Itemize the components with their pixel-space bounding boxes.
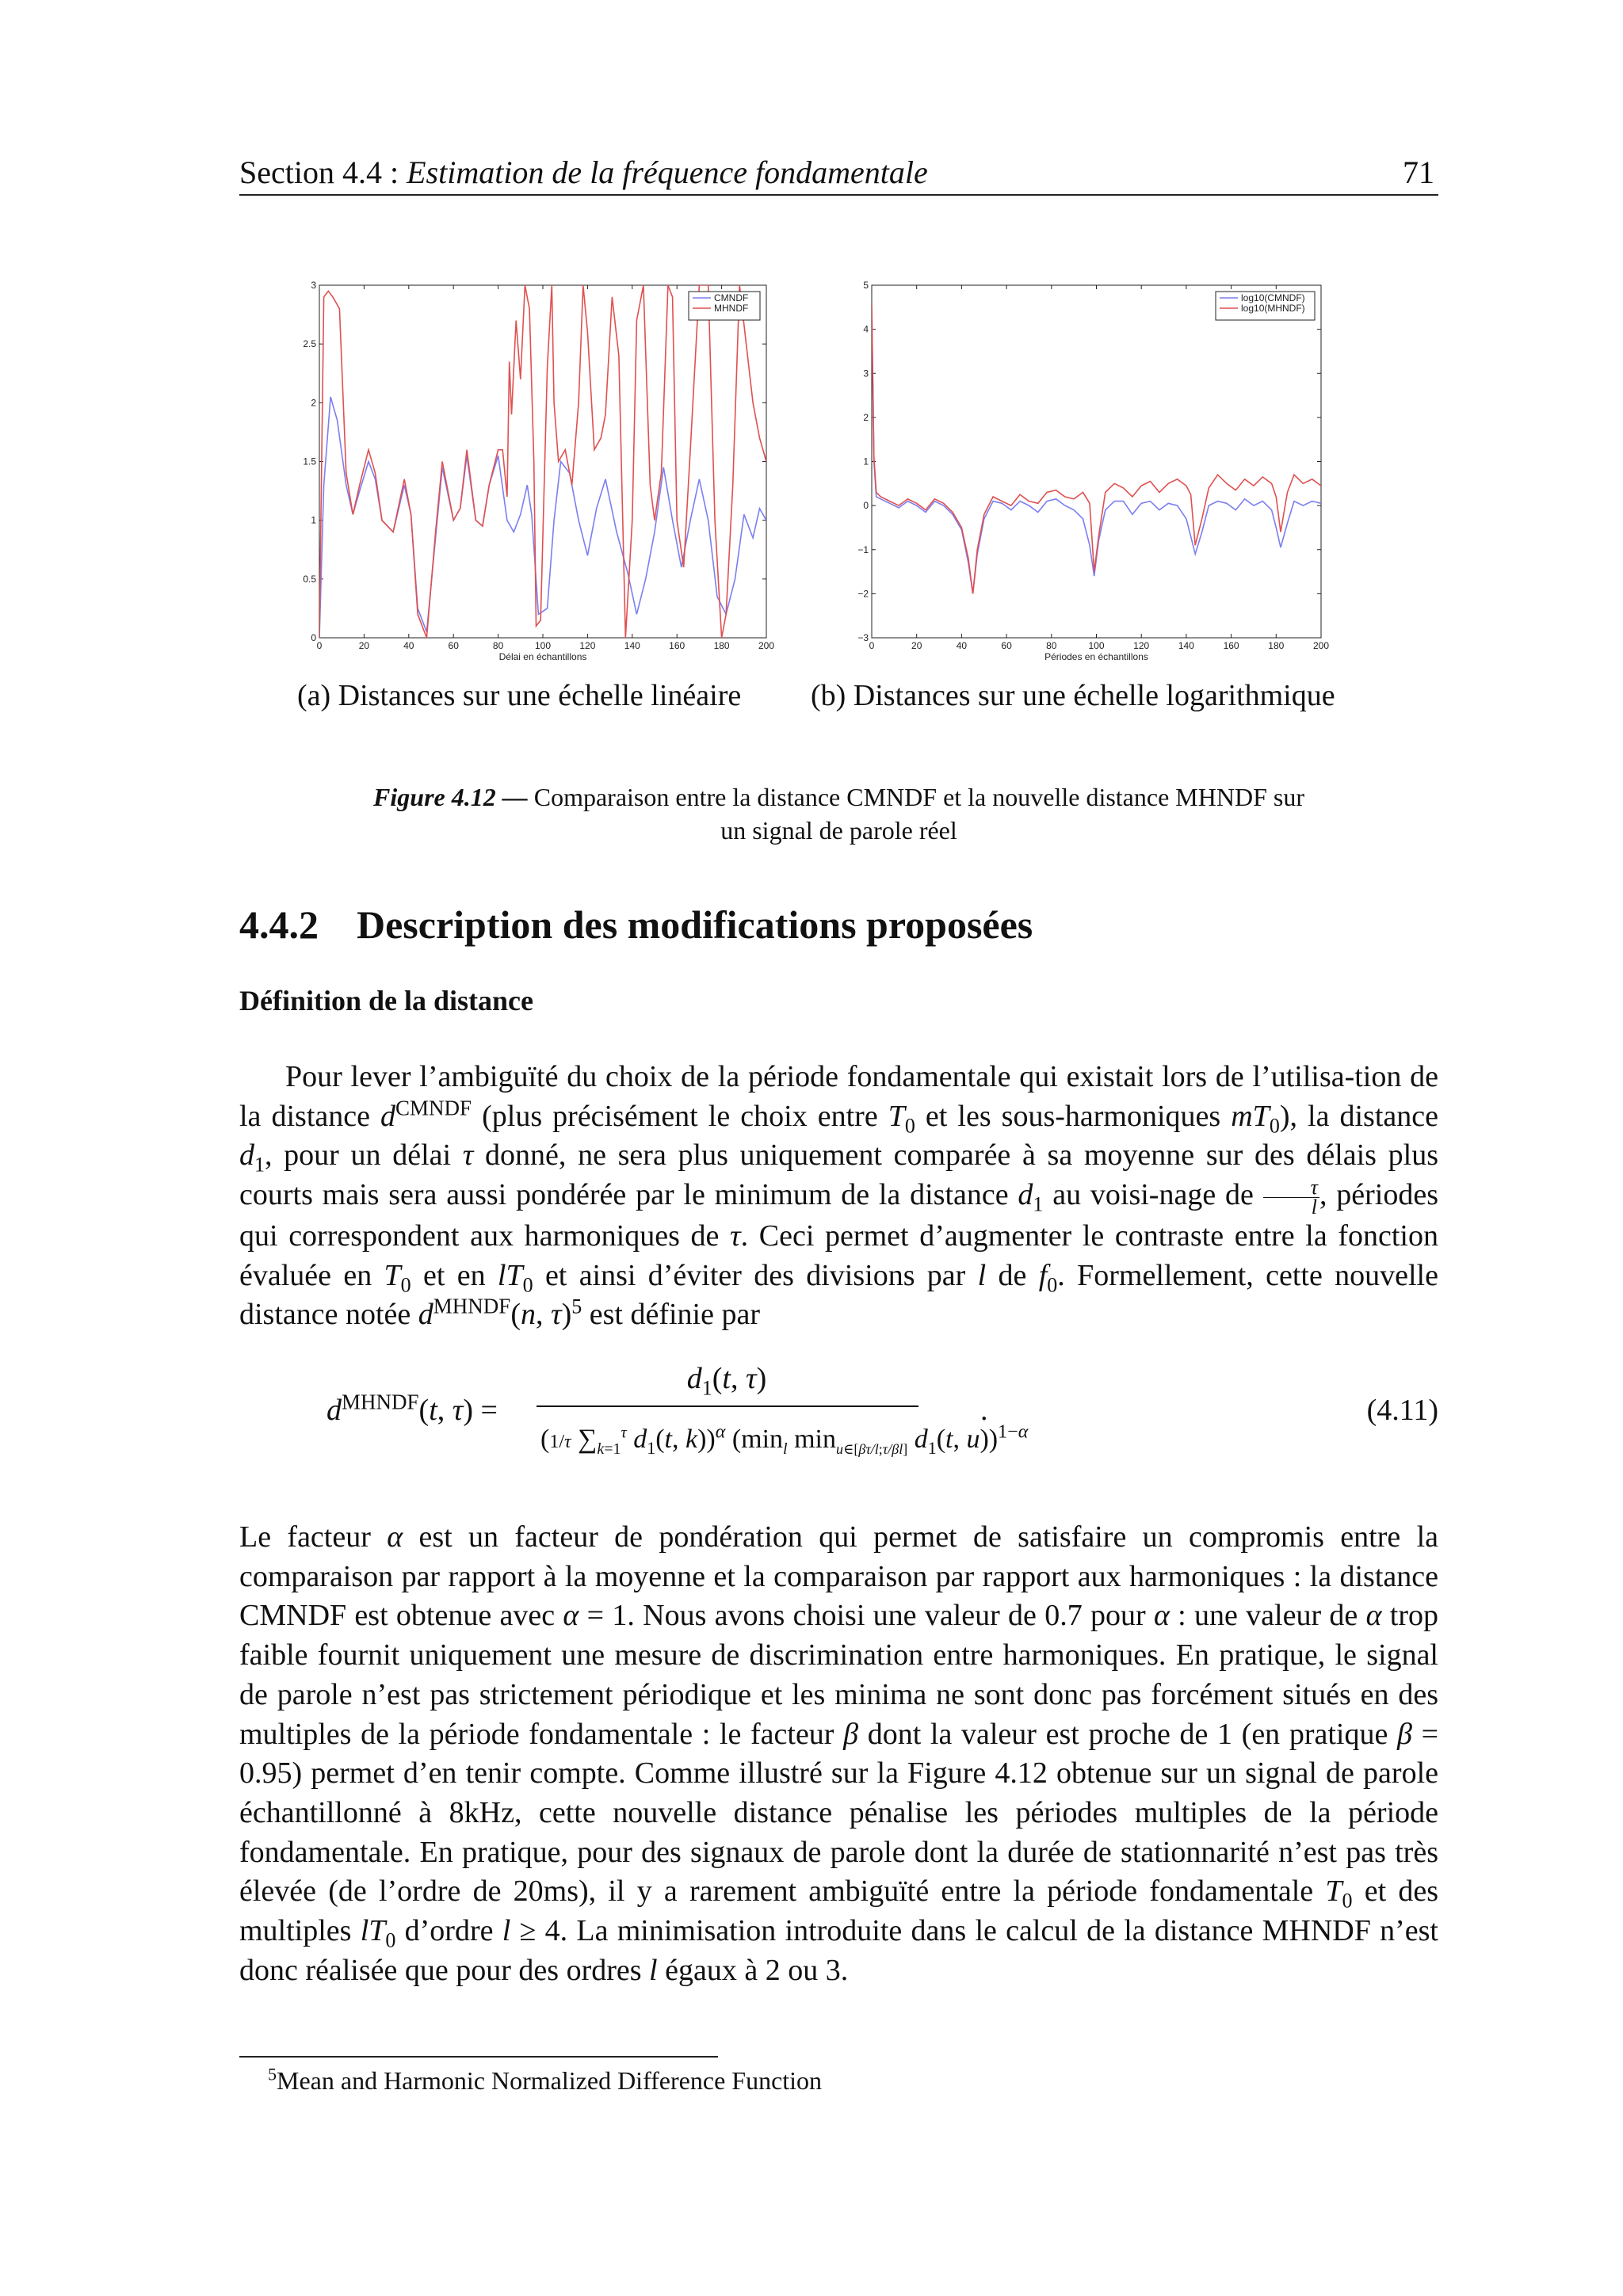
plot-b-ytick-label: 4 xyxy=(863,323,869,335)
plot-b-xtick-label: 20 xyxy=(911,640,922,651)
plot-a-ytick-label: 0.5 xyxy=(303,573,316,585)
subsection-heading: Définition de la distance xyxy=(239,985,534,1016)
page-number: 71 xyxy=(1403,154,1434,190)
equation-number: (4.11) xyxy=(1366,1394,1438,1427)
plot-b-ytick-label: 3 xyxy=(863,368,869,379)
section-number: 4.4.2 xyxy=(239,902,319,947)
plot-a-ytick-label: 1 xyxy=(311,514,316,526)
plot-b-xtick-label: 180 xyxy=(1268,640,1285,651)
plot-b-xtick-label: 100 xyxy=(1088,640,1105,651)
plot-b-xtick-label: 140 xyxy=(1178,640,1194,651)
plot-a-legend-label: CMNDF xyxy=(714,292,749,303)
running-header xyxy=(239,154,928,191)
plot-b-xtick-label: 200 xyxy=(1312,640,1330,651)
plot-a-xtick-label: 200 xyxy=(758,640,775,651)
plot-b-xtick-label: 80 xyxy=(1046,640,1057,651)
plot-b-ytick-label: −2 xyxy=(857,588,869,600)
figure-caption-line2: un signal de parole réel xyxy=(720,816,957,845)
plot-a-xtick-label: 0 xyxy=(316,640,323,651)
plot-b-legend-label: log10(CMNDF) xyxy=(1241,292,1305,303)
footnote-text: Mean and Harmonic Normalized Difference Function xyxy=(277,2066,823,2095)
plot-b-xtick-label: 120 xyxy=(1133,640,1150,651)
plot-b-xtick-label: 60 xyxy=(1001,640,1012,651)
plot-b-ytick-label: 1 xyxy=(863,456,869,467)
plot-b-legend-label: log10(MHNDF) xyxy=(1241,303,1305,314)
figure-label: Figure 4.12 — xyxy=(373,783,528,811)
plot-a-xtick-label: 40 xyxy=(403,640,414,651)
paragraph-2: Le facteur α est un facteur de pondération qui permet de satisfaire un compromis entre la comparaison par rapport à la moyenne et la comparaison par rapport aux harmoniques : la distance CMNDF est obtenue avec α = 1. Nous avons choisi une valeur de 0.7 pour α : une valeur de α trop faible fournit uniquement une mesure de discrimination entre harmoniques. En pratique, le signal de parole n’est pas strictement périodique et les minima ne sont donc pas forcément situés en des multiples de la période fondamentale : le facteur β dont la valeur est proche de 1 (en pratique β = 0.95) permet d’en tenir compte. Comme illustré sur la Figure 4.12 obtenue sur un signal de parole échantillonné à 8kHz, cette nouvelle distance pénalise les périodes multiples de la période fondamentale. En pratique, pour des signaux de parole dont la durée de stationnarité n’est pas très élevée (de l’ordre de 20ms), il y a rarement ambiguïté entre la période fondamentale $T_0$ et des multiples $lT_0$ d’ordre l ≥ 4. La minimisation introduite dans le calcul de la distance MHNDF n’est donc réalisée que pour des ordres l égaux à 2 ou 3. xyxy=(239,1520,1439,1987)
plot-b-svg xyxy=(836,273,1343,669)
plot-b xyxy=(836,273,1343,669)
plot-b-ytick-label: −1 xyxy=(857,543,869,555)
plot-a xyxy=(297,273,789,669)
plot-a-xtick-label: 80 xyxy=(492,640,504,651)
subcaption-b: (b) Distances sur une échelle logarithmique xyxy=(811,679,1335,712)
plot-a-ytick-label: 2.5 xyxy=(303,338,316,350)
header-title: Estimation de la fréquence fondamentale xyxy=(407,154,928,190)
footnote-rule xyxy=(239,2056,718,2058)
plot-a-ytick-label: 2 xyxy=(311,397,316,409)
plot-a-xtick-label: 100 xyxy=(534,640,552,651)
plot-a-ytick-label: 1.5 xyxy=(303,456,316,467)
plot-b-xtick-label: 160 xyxy=(1223,640,1239,651)
plot-b-ytick-label: 0 xyxy=(863,500,869,512)
footnote xyxy=(268,2066,822,2096)
plot-b-ytick-label: 2 xyxy=(863,411,869,423)
plot-a-xtick-label: 180 xyxy=(713,640,730,651)
plot-a-xtick-label: 140 xyxy=(624,640,640,651)
plot-a-svg xyxy=(297,273,789,669)
plot-b-xtick-label: 40 xyxy=(956,640,968,651)
plot-a-legend-label: MHNDF xyxy=(714,303,749,314)
paragraph-1: Pour lever l’ambiguïté du choix de la période fondamentale qui existait lors de l’utilisa-tion de la distance $d^{CMNDF}$ (plus précisément le choix entre $T_0$ et les sous-harmoniques $mT_0$), la distance $d_1$, pour un délai τ donné, ne sera plus uniquement comparée à sa moyenne sur des délais plus courts mais sera aussi pondérée par le minimum de la distance $d_1$ au voisi-nage de $\frac{\tau}{l}$ , périodes qui correspondent aux harmoniques de τ. Ceci permet d’augmenter le contraste entre la fonction évaluée en $T_0$ et en $lT_0$ et ainsi d’éviter des divisions par l de $f_0$. Formellement, cette nouvelle distance notée $d^{MHNDF}(n$, τ)$^5$ est définie par xyxy=(239,1060,1439,1332)
plot-a-xlabel: Délai en échantillons xyxy=(498,651,587,662)
section-title: Description des modifications proposées xyxy=(357,902,1033,947)
equation-4-11: $d^{MHNDF}(t$, τ) = $d_1(t$, τ) (1/τ $\sum_{k=1}^\tau$ $d_1(t$, k))$^\alpha$ ($\min_l$ $\min_{u\in[\beta\tau/l;\tau/\beta l]} d_1(t$, u))$^{1-\alpha}$ . (4.11) xyxy=(327,1362,1438,1458)
plot-a-ytick-label: 0 xyxy=(311,632,316,643)
plot-a-xtick-label: 160 xyxy=(669,640,685,651)
figure-caption xyxy=(239,780,1438,847)
figure-caption-line1: Comparaison entre la distance CMNDF et la nouvelle distance MHNDF sur xyxy=(527,783,1304,811)
section-heading xyxy=(239,902,1033,948)
plot-b-xtick-label: 0 xyxy=(869,640,875,651)
plot-b-axes-frame xyxy=(872,285,1321,638)
plot-a-ytick-label: 3 xyxy=(311,280,316,291)
plot-b-ytick-label: 5 xyxy=(863,280,869,291)
plot-a-xtick-label: 20 xyxy=(358,640,370,651)
plot-a-xtick-label: 60 xyxy=(448,640,459,651)
plot-a-xtick-label: 120 xyxy=(579,640,596,651)
subcaption-a: (a) Distances sur une échelle linéaire xyxy=(297,679,742,712)
header-rule xyxy=(239,194,1438,196)
plot-b-ytick-label: −3 xyxy=(857,632,869,643)
footnote-mark: 5 xyxy=(268,2064,277,2084)
plot-b-xlabel: Périodes en échantillons xyxy=(1044,651,1148,662)
plot-a-axes-frame xyxy=(319,285,766,638)
header-section: Section 4.4 : xyxy=(239,154,407,190)
